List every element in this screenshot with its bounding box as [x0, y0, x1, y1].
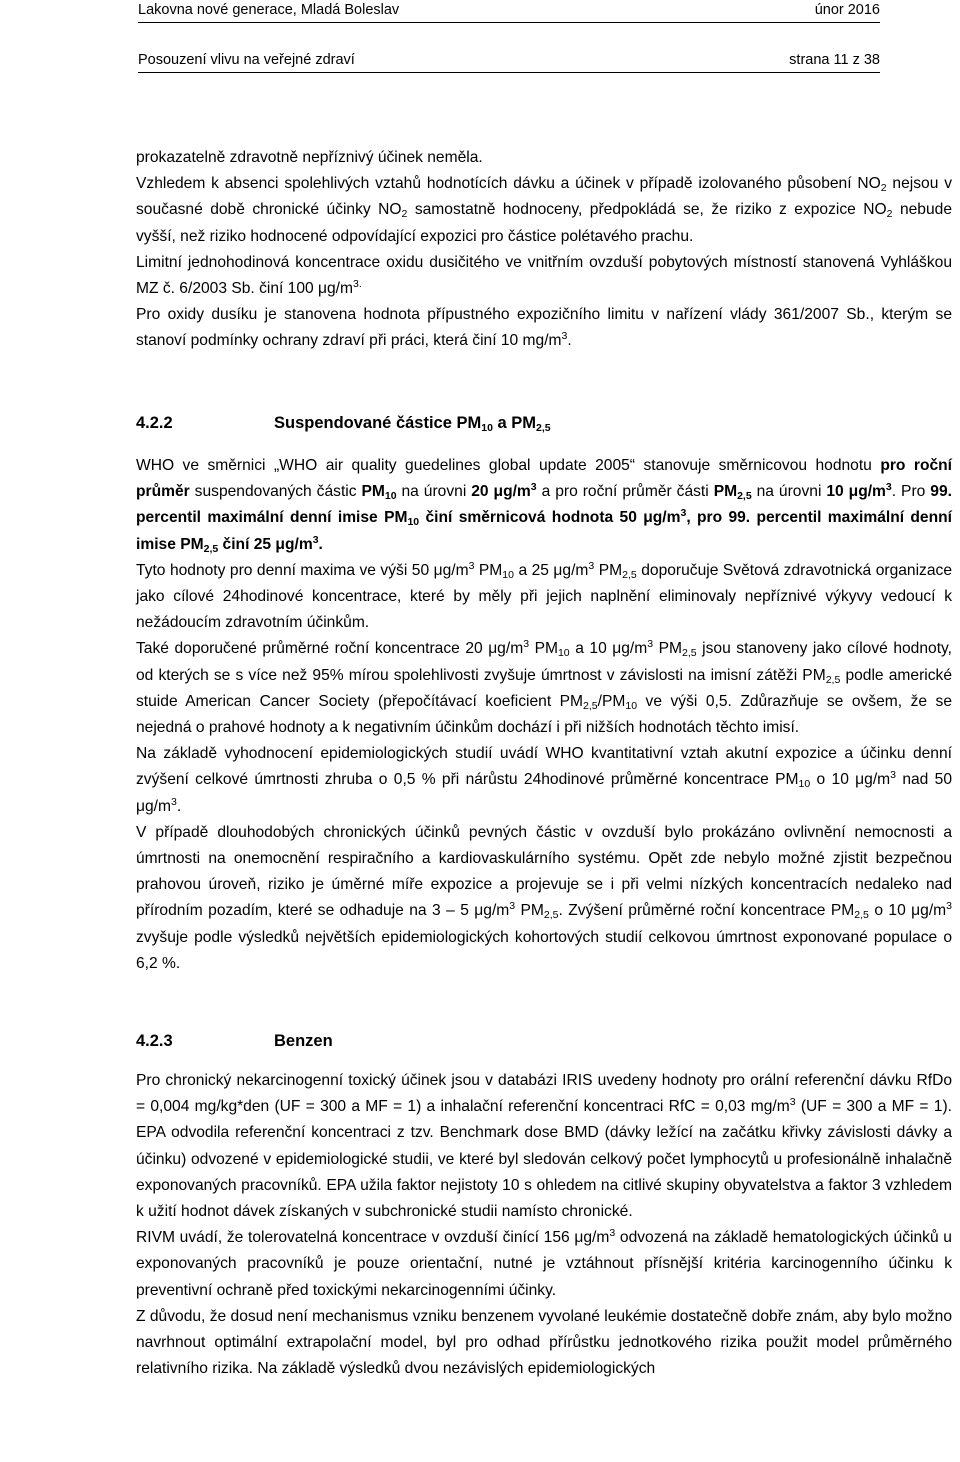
section-title: Suspendované částice $PM_{10}$ a $PM_{2,5}$	[274, 414, 551, 434]
section-title: Benzen	[274, 1032, 333, 1050]
paragraph: Pro oxidy dusíku je stanovena hodnota přípustného expozičního limitu v nařízení vlády 361/2007 Sb., kterým se stanoví podmínky ochrany zdraví při práci, která činí 10 $mg/m^3$.	[136, 306, 952, 350]
header-document: Posouzení vlivu na veřejné zdraví	[138, 52, 355, 68]
running-header	[138, 2, 880, 18]
benzene-section-text	[136, 1068, 952, 1382]
paragraph: RIVM uvádí, že tolerovatelná koncentrace v ovzduší činící 156 $\mu g/m^3$ odvozená na základě hematologických účinků u exponovaných pracovníků je pouze orientační, nutné je vztáhnout přísnější kritéria karcinogenního účinku k preventivní ochraně před toxickými nekarcinogenními účinky.	[136, 1227, 952, 1299]
running-subheader	[138, 52, 880, 68]
paragraph: Tyto hodnoty pro denní maxima ve výši 50 $\mu g/m^3$ $PM_{10}$ a 25 $\mu g/m^3$ $PM_{2,5}$ doporučuje Světová zdravotnická organizace jako cílové 24hodinové koncentrace, které by měly při jejich naplnění eliminovaly nepříznivé výkyvy vedoucí k nežádoucím zdravotním účinkům.	[136, 559, 952, 632]
paragraph: Z důvodu, že dosud není mechanismus vzniku benzenem vyvolané leukémie dostatečně dobře znám, aby bylo možno navrhnout optimální extrapolační model, byl pro odhad přírůstku jednotkového rizika použit model průměrného relativního rizika. Na základě výsledků dvou nezávislých epidemiologických	[136, 1307, 952, 1378]
paragraph: Pro chronický nekarcinogenní toxický účinek jsou v databázi IRIS uvedeny hodnoty pro orální referenční dávku RfDo = 0,004 mg/kg*den (UF = 300 a MF = 1) a inhalační referenční koncentraci RfC = 0,03 $mg/m^3$ (UF = 300 a MF = 1). EPA odvodila referenční koncentraci z tzv. Benchmark dose BMD (dávky ležící na začátku křivky závislosti dávky a účinku) odvozené v epidemiologické studii, ve které byl sledován celkový počet lymphocytů u profesionálně inhalačně exponovaných pracovníků. EPA užila faktor nejistoty 10 s ohledem na citlivé skupiny obyvatelstva a faktor 3 vzhledem k užití hodnot dávek získaných v subchronické studii namísto chronické.	[136, 1072, 952, 1221]
pm-section-text	[136, 453, 952, 977]
section-number: 4.2.2	[136, 414, 173, 432]
paragraph: Limitní jednohodinová koncentrace oxidu dusičitého ve vnitřním ovzduší pobytových místností stanovená Vyhláškou MZ č. 6/2003 Sb. činí 100 $\mu g/m^{3.}$	[136, 253, 952, 298]
section-number: 4.2.3	[136, 1032, 173, 1050]
paragraph: Vzhledem k absenci spolehlivých vztahů hodnotících dávku a účinek v případě izolovaného působení $NO_2$ nejsou v současné době chronické účinky $NO_2$ samostatně hodnoceny, předpokládá se, že riziko z expozice $NO_2$ nebude vyšší, než riziko hodnocené odpovídající expozici pro částice polétavého prachu.	[136, 175, 952, 245]
header-date: únor 2016	[814, 2, 880, 18]
header-divider	[138, 22, 880, 23]
subheader-divider	[138, 72, 880, 73]
header-project: Lakovna nové generace, Mladá Boleslav	[138, 2, 400, 18]
paragraph: Na základě vyhodnocení epidemiologických studií uvádí WHO kvantitativní vztah akutní expozice a účinku denní zvýšení celkové úmrtnosti zhruba o 0,5 % při nárůstu 24hodinové průměrné koncentrace $PM_{10}$ o 10 $\mu g/m^3$ nad 50 $\mu g/m^3$.	[136, 745, 952, 815]
no2-section-text	[136, 145, 952, 355]
paragraph: WHO ve směrnici „WHO air quality guedelines global update 2005“ stanovuje směrnicovou hodnotu pro roční průměr suspendovaných částic $PM_{10}$ na úrovni 20 $\mu g/m^3$ a pro roční průměr části $PM_{2,5}$ na úrovni 10 $\mu g/m^3$. Pro 99. percentil maximální denní imise $PM_{10}$ činí směrnicová hodnota 50 $\mu g/m^3$, pro 99. percentil maximální denní imise $PM_{2,5}$ činí 25 $\mu g/m^3$.	[136, 457, 953, 555]
paragraph: prokazatelně zdravotně nepříznivý účinek neměla.	[136, 149, 483, 166]
paragraph: V případě dlouhodobých chronických účinků pevných částic v ovzduší bylo prokázáno ovlivnění nemocnosti a úmrtnosti na onemocnění respiračního a kardiovaskulárního systému. Opět zde nebylo možné zjistit bezpečnou prahovou úroveň, riziko je úměrné míře expozice a projevuje se i při velmi nízkých koncentracích nedaleko nad přírodním pozadím, které se odhaduje na 3 – 5 $\mu g/m^3$ $PM_{2,5}$. Zvýšení průměrné roční koncentrace $PM_{2,5}$ o 10 $\mu g/m^3$ zvyšuje podle výsledků největších epidemiologických kohortových studií celkovou úmrtnost exponované populace o 6,2 %.	[136, 823, 952, 972]
paragraph: Také doporučené průměrné roční koncentrace 20 $\mu g/m^3$ $PM_{10}$ a 10 $\mu g/m^3$ $PM_{2,5}$ jsou stanoveny jako cílové hodnoty, od kterých se s více než 95% mírou spolehlivosti zvyšuje úmrtnost v závislosti na imisní zátěži $PM_{2,5}$ podle americké stuide American Cancer Society (přepočítávací koeficient $PM_{2,5}/PM_{10}$ ve výši 0,5. Zdůrazňuje se ovšem, že se nejedná o prahové hodnoty a k negativním účinkům dochází i při nižších hodnotách těchto imisí.	[136, 638, 952, 737]
page-number: strana 11 z 38	[789, 52, 880, 68]
